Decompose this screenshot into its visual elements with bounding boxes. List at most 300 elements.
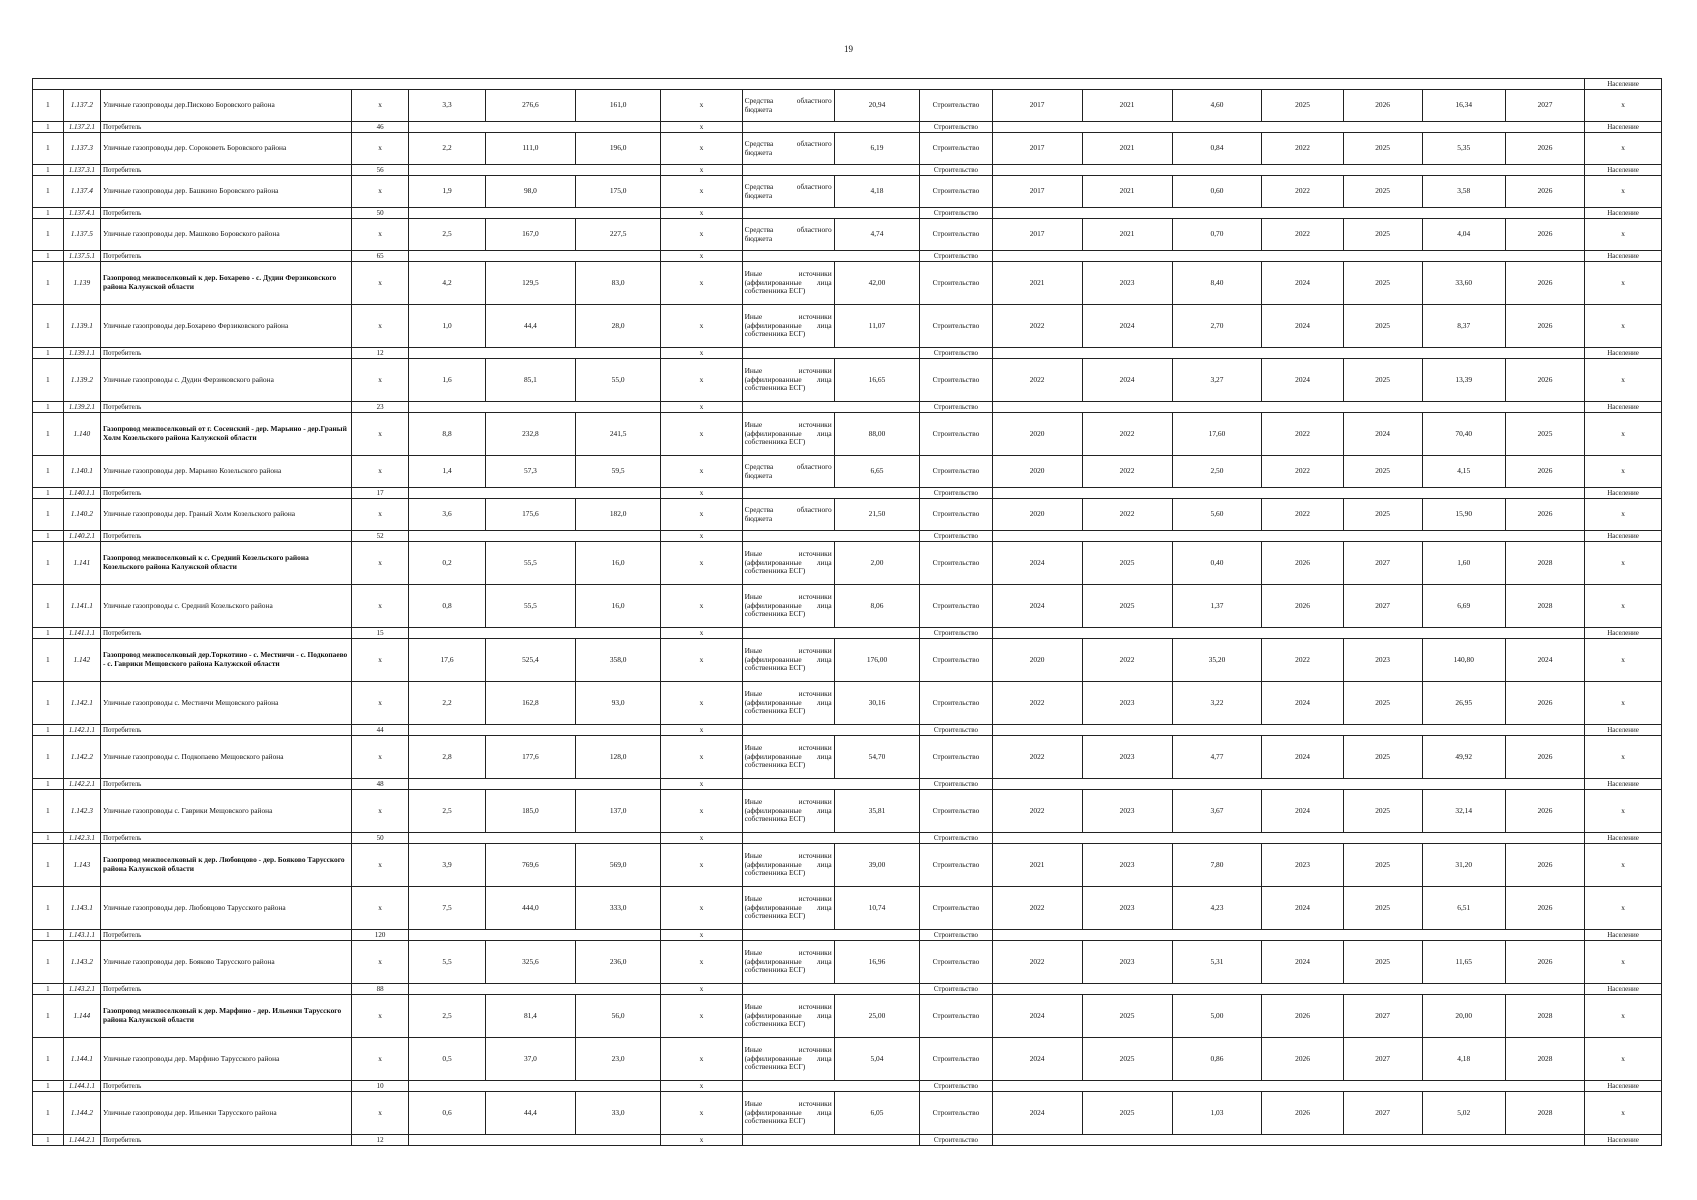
empty-cell	[742, 488, 920, 499]
amount-cell: 2,00	[834, 542, 920, 585]
value-a-cell: 85,1	[485, 359, 575, 402]
object-code-cell: 1.143.2	[63, 941, 100, 984]
population-cell: Население	[1585, 779, 1662, 790]
consumer-code-cell: 1.139.2.1	[63, 402, 100, 413]
object-code-cell: 1.144.1	[63, 1038, 100, 1081]
amount-cell: 10,74	[834, 887, 920, 930]
object-code-cell: 1.143.1	[63, 887, 100, 930]
consumer-row	[33, 122, 1662, 133]
year-end-cell: 2022	[1082, 456, 1172, 488]
value-2-cell: 140,80	[1422, 639, 1505, 682]
amount-cell: 39,00	[834, 844, 920, 887]
mark-cell: x	[1585, 941, 1662, 984]
amount-cell: 30,16	[834, 682, 920, 725]
empty-cell	[992, 208, 1584, 219]
value-a-cell: 129,5	[485, 262, 575, 305]
value-2-cell: 8,37	[1422, 305, 1505, 348]
year-end-cell: 2025	[1082, 1038, 1172, 1081]
level-cell: 1	[33, 133, 64, 165]
year-4-cell: 2025	[1343, 941, 1422, 984]
value-a-cell: 444,0	[485, 887, 575, 930]
consumer-label-cell: Потребитель	[100, 779, 351, 790]
year-3-cell: 2022	[1262, 413, 1343, 456]
mark-cell: x	[661, 133, 742, 165]
mark-cell: x	[352, 542, 409, 585]
year-end-cell: 2022	[1082, 639, 1172, 682]
stage-cell: Строительство	[920, 639, 992, 682]
mark-cell: x	[352, 844, 409, 887]
value-2-cell: 26,95	[1422, 682, 1505, 725]
table-row	[33, 887, 1662, 930]
mark-cell: x	[352, 887, 409, 930]
empty-cell	[409, 1135, 661, 1146]
mark-cell: x	[661, 790, 742, 833]
empty-cell	[409, 165, 661, 176]
gas-pipeline-table	[32, 78, 1662, 1146]
year-3-cell: 2024	[1262, 736, 1343, 779]
consumer-count-cell: 50	[352, 208, 409, 219]
length-cell: 0,2	[409, 542, 486, 585]
consumer-label-cell: Потребитель	[100, 531, 351, 542]
level-cell: 1	[33, 736, 64, 779]
mark-cell: x	[661, 456, 742, 488]
year-3-cell: 2022	[1262, 499, 1343, 531]
year-5-cell: 2026	[1505, 176, 1584, 208]
level-cell: 1	[33, 165, 64, 176]
level-cell: 1	[33, 1081, 64, 1092]
empty-cell	[992, 251, 1584, 262]
value-1-cell: 3,67	[1172, 790, 1262, 833]
consumer-code-cell: 1.142.1.1	[63, 725, 100, 736]
stage-cell: Строительство	[920, 1092, 992, 1135]
stage-cell: Строительство	[920, 133, 992, 165]
object-name-cell: Уличные газопроводы дер. Марфино Тарусского района	[100, 1038, 351, 1081]
year-5-cell: 2028	[1505, 1038, 1584, 1081]
year-end-cell: 2023	[1082, 262, 1172, 305]
year-start-cell: 2020	[992, 413, 1082, 456]
value-2-cell: 5,02	[1422, 1092, 1505, 1135]
stage-cell: Строительство	[920, 628, 992, 639]
value-b-cell: 128,0	[575, 736, 661, 779]
year-3-cell: 2023	[1262, 844, 1343, 887]
empty-cell	[742, 165, 920, 176]
consumer-code-cell: 1.141.1.1	[63, 628, 100, 639]
consumer-row	[33, 930, 1662, 941]
mark-cell: x	[661, 531, 742, 542]
mark-cell: x	[1585, 585, 1662, 628]
object-name-cell: Уличные газопроводы дер. Сороковеть Боровского района	[100, 133, 351, 165]
value-2-cell: 4,15	[1422, 456, 1505, 488]
level-cell: 1	[33, 941, 64, 984]
value-a-cell: 525,4	[485, 639, 575, 682]
consumer-label-cell: Потребитель	[100, 1081, 351, 1092]
object-name-cell: Уличные газопроводы дер. Ильенки Тарусского района	[100, 1092, 351, 1135]
empty-cell	[409, 725, 661, 736]
empty-cell	[992, 348, 1584, 359]
mark-cell: x	[661, 844, 742, 887]
year-3-cell: 2026	[1262, 1092, 1343, 1135]
table-row	[33, 736, 1662, 779]
mark-cell: x	[661, 887, 742, 930]
table-row-top-continuation	[33, 79, 1662, 90]
year-end-cell: 2021	[1082, 219, 1172, 251]
value-2-cell: 15,90	[1422, 499, 1505, 531]
mark-cell: x	[1585, 844, 1662, 887]
stage-cell: Строительство	[920, 531, 992, 542]
year-start-cell: 2024	[992, 1038, 1082, 1081]
year-start-cell: 2017	[992, 176, 1082, 208]
year-4-cell: 2025	[1343, 682, 1422, 725]
consumer-row	[33, 779, 1662, 790]
year-5-cell: 2028	[1505, 995, 1584, 1038]
funding-source-cell: Средства областного бюджета	[742, 499, 834, 531]
stage-cell: Строительство	[920, 887, 992, 930]
value-b-cell: 23,0	[575, 1038, 661, 1081]
object-code-cell: 1.140	[63, 413, 100, 456]
value-2-cell: 31,20	[1422, 844, 1505, 887]
value-b-cell: 236,0	[575, 941, 661, 984]
level-cell: 1	[33, 682, 64, 725]
year-start-cell: 2022	[992, 887, 1082, 930]
empty-cell	[409, 251, 661, 262]
value-2-cell: 13,39	[1422, 359, 1505, 402]
table-row	[33, 413, 1662, 456]
empty-cell	[742, 251, 920, 262]
level-cell: 1	[33, 208, 64, 219]
year-3-cell: 2024	[1262, 887, 1343, 930]
mark-cell: x	[661, 1135, 742, 1146]
table-row	[33, 176, 1662, 208]
mark-cell: x	[661, 305, 742, 348]
table-row	[33, 844, 1662, 887]
population-cell: Население	[1585, 930, 1662, 941]
stage-cell: Строительство	[920, 262, 992, 305]
consumer-code-cell: 1.140.2.1	[63, 531, 100, 542]
population-label: Население	[1585, 79, 1662, 90]
empty-cell	[742, 628, 920, 639]
funding-source-cell: Средства областного бюджета	[742, 90, 834, 122]
table-row	[33, 262, 1662, 305]
consumer-label-cell: Потребитель	[100, 122, 351, 133]
mark-cell: x	[1585, 176, 1662, 208]
table-row	[33, 456, 1662, 488]
consumer-count-cell: 65	[352, 251, 409, 262]
value-b-cell: 33,0	[575, 1092, 661, 1135]
value-1-cell: 1,37	[1172, 585, 1262, 628]
level-cell: 1	[33, 176, 64, 208]
year-start-cell: 2024	[992, 542, 1082, 585]
mark-cell: x	[661, 208, 742, 219]
length-cell: 17,6	[409, 639, 486, 682]
stage-cell: Строительство	[920, 122, 992, 133]
year-3-cell: 2022	[1262, 639, 1343, 682]
mark-cell: x	[352, 456, 409, 488]
amount-cell: 4,18	[834, 176, 920, 208]
year-4-cell: 2025	[1343, 359, 1422, 402]
mark-cell: x	[1585, 639, 1662, 682]
stage-cell: Строительство	[920, 984, 992, 995]
empty-cell	[742, 402, 920, 413]
amount-cell: 25,00	[834, 995, 920, 1038]
value-a-cell: 37,0	[485, 1038, 575, 1081]
year-5-cell: 2026	[1505, 133, 1584, 165]
year-4-cell: 2027	[1343, 1038, 1422, 1081]
amount-cell: 6,05	[834, 1092, 920, 1135]
table-row	[33, 585, 1662, 628]
mark-cell: x	[1585, 542, 1662, 585]
empty-cell	[992, 725, 1584, 736]
value-1-cell: 1,03	[1172, 1092, 1262, 1135]
consumer-row	[33, 208, 1662, 219]
consumer-code-cell: 1.142.3.1	[63, 833, 100, 844]
year-4-cell: 2025	[1343, 305, 1422, 348]
value-a-cell: 232,8	[485, 413, 575, 456]
value-b-cell: 59,5	[575, 456, 661, 488]
empty-cell	[742, 208, 920, 219]
mark-cell: x	[661, 736, 742, 779]
length-cell: 2,5	[409, 995, 486, 1038]
value-b-cell: 93,0	[575, 682, 661, 725]
level-cell: 1	[33, 887, 64, 930]
table-row	[33, 219, 1662, 251]
mark-cell: x	[1585, 456, 1662, 488]
empty-cell	[992, 833, 1584, 844]
empty-cell	[992, 531, 1584, 542]
level-cell: 1	[33, 833, 64, 844]
stage-cell: Строительство	[920, 1135, 992, 1146]
object-code-cell: 1.142.3	[63, 790, 100, 833]
year-4-cell: 2025	[1343, 456, 1422, 488]
population-cell: Население	[1585, 984, 1662, 995]
mark-cell: x	[661, 1092, 742, 1135]
mark-cell: x	[661, 499, 742, 531]
mark-cell: x	[661, 1081, 742, 1092]
funding-source-cell: Иные источники (аффилированные лица собственника ЕСГ)	[742, 1038, 834, 1081]
value-b-cell: 161,0	[575, 90, 661, 122]
funding-source-cell: Средства областного бюджета	[742, 456, 834, 488]
year-5-cell: 2026	[1505, 736, 1584, 779]
consumer-row	[33, 402, 1662, 413]
year-5-cell: 2028	[1505, 585, 1584, 628]
object-name-cell: Газопровод межпоселковый к дер. Любовцово - дер. Бояково Тарусского района Калужской области	[100, 844, 351, 887]
year-5-cell: 2026	[1505, 844, 1584, 887]
population-cell: Население	[1585, 1081, 1662, 1092]
value-1-cell: 8,40	[1172, 262, 1262, 305]
stage-cell: Строительство	[920, 833, 992, 844]
year-start-cell: 2022	[992, 790, 1082, 833]
funding-source-cell: Иные источники (аффилированные лица собственника ЕСГ)	[742, 413, 834, 456]
consumer-code-cell: 1.143.2.1	[63, 984, 100, 995]
mark-cell: x	[1585, 133, 1662, 165]
length-cell: 4,2	[409, 262, 486, 305]
value-1-cell: 5,00	[1172, 995, 1262, 1038]
funding-source-cell: Иные источники (аффилированные лица собственника ЕСГ)	[742, 941, 834, 984]
object-name-cell: Газопровод межпоселковый дер.Торкотино - с. Местничи - с. Подкопаево - с. Гаврики Мещовского района Калужской области	[100, 639, 351, 682]
length-cell: 5,5	[409, 941, 486, 984]
consumer-row	[33, 251, 1662, 262]
table-body	[33, 79, 1662, 1146]
value-2-cell: 4,04	[1422, 219, 1505, 251]
consumer-label-cell: Потребитель	[100, 488, 351, 499]
empty-cell	[409, 628, 661, 639]
year-3-cell: 2022	[1262, 133, 1343, 165]
year-5-cell: 2025	[1505, 413, 1584, 456]
empty-cell	[742, 1135, 920, 1146]
consumer-count-cell: 12	[352, 348, 409, 359]
year-5-cell: 2026	[1505, 790, 1584, 833]
length-cell: 2,5	[409, 790, 486, 833]
year-end-cell: 2021	[1082, 90, 1172, 122]
mark-cell: x	[661, 402, 742, 413]
object-name-cell: Газопровод межпоселковый к дер. Марфино - дер. Ильенки Тарусского района Калужской области	[100, 995, 351, 1038]
stage-cell: Строительство	[920, 456, 992, 488]
amount-cell: 16,65	[834, 359, 920, 402]
year-4-cell: 2025	[1343, 176, 1422, 208]
population-cell: Население	[1585, 628, 1662, 639]
consumer-count-cell: 46	[352, 122, 409, 133]
year-end-cell: 2021	[1082, 176, 1172, 208]
value-1-cell: 5,60	[1172, 499, 1262, 531]
year-4-cell: 2023	[1343, 639, 1422, 682]
level-cell: 1	[33, 790, 64, 833]
object-code-cell: 1.139.1	[63, 305, 100, 348]
year-3-cell: 2025	[1262, 90, 1343, 122]
level-cell: 1	[33, 348, 64, 359]
year-5-cell: 2028	[1505, 1092, 1584, 1135]
year-end-cell: 2025	[1082, 1092, 1172, 1135]
mark-cell: x	[1585, 413, 1662, 456]
funding-source-cell: Средства областного бюджета	[742, 176, 834, 208]
value-b-cell: 227,5	[575, 219, 661, 251]
mark-cell: x	[661, 984, 742, 995]
value-a-cell: 167,0	[485, 219, 575, 251]
funding-source-cell: Иные источники (аффилированные лица собственника ЕСГ)	[742, 736, 834, 779]
value-1-cell: 0,84	[1172, 133, 1262, 165]
level-cell: 1	[33, 930, 64, 941]
level-cell: 1	[33, 262, 64, 305]
mark-cell: x	[352, 90, 409, 122]
value-a-cell: 769,6	[485, 844, 575, 887]
mark-cell: x	[661, 639, 742, 682]
object-name-cell: Газопровод межпоселковый к дер. Бохарево - с. Дудин Ферзиковского района Калужской области	[100, 262, 351, 305]
amount-cell: 88,00	[834, 413, 920, 456]
object-name-cell: Уличные газопроводы с. Средний Козельского района	[100, 585, 351, 628]
value-2-cell: 6,51	[1422, 887, 1505, 930]
value-2-cell: 70,40	[1422, 413, 1505, 456]
year-start-cell: 2022	[992, 941, 1082, 984]
empty-cell	[992, 122, 1584, 133]
year-4-cell: 2027	[1343, 542, 1422, 585]
level-cell: 1	[33, 628, 64, 639]
value-b-cell: 333,0	[575, 887, 661, 930]
stage-cell: Строительство	[920, 90, 992, 122]
funding-source-cell: Иные источники (аффилированные лица собственника ЕСГ)	[742, 359, 834, 402]
value-a-cell: 276,6	[485, 90, 575, 122]
year-3-cell: 2024	[1262, 790, 1343, 833]
consumer-code-cell: 1.137.5.1	[63, 251, 100, 262]
consumer-label-cell: Потребитель	[100, 1135, 351, 1146]
amount-cell: 20,94	[834, 90, 920, 122]
population-cell: Население	[1585, 122, 1662, 133]
consumer-count-cell: 15	[352, 628, 409, 639]
consumer-code-cell: 1.140.1.1	[63, 488, 100, 499]
table-row	[33, 305, 1662, 348]
mark-cell: x	[352, 219, 409, 251]
table-row	[33, 790, 1662, 833]
funding-source-cell: Иные источники (аффилированные лица собственника ЕСГ)	[742, 1092, 834, 1135]
consumer-count-cell: 12	[352, 1135, 409, 1146]
stage-cell: Строительство	[920, 413, 992, 456]
value-a-cell: 162,8	[485, 682, 575, 725]
level-cell: 1	[33, 995, 64, 1038]
amount-cell: 42,00	[834, 262, 920, 305]
consumer-code-cell: 1.137.4.1	[63, 208, 100, 219]
value-a-cell: 111,0	[485, 133, 575, 165]
year-3-cell: 2022	[1262, 176, 1343, 208]
mark-cell: x	[352, 305, 409, 348]
mark-cell: x	[661, 585, 742, 628]
value-b-cell: 56,0	[575, 995, 661, 1038]
stage-cell: Строительство	[920, 348, 992, 359]
value-1-cell: 0,40	[1172, 542, 1262, 585]
empty-cell	[409, 488, 661, 499]
level-cell: 1	[33, 542, 64, 585]
year-3-cell: 2026	[1262, 1038, 1343, 1081]
consumer-label-cell: Потребитель	[100, 930, 351, 941]
consumer-label-cell: Потребитель	[100, 348, 351, 359]
value-2-cell: 4,18	[1422, 1038, 1505, 1081]
amount-cell: 16,96	[834, 941, 920, 984]
object-name-cell: Уличные газопроводы дер. Машково Боровского района	[100, 219, 351, 251]
mark-cell: x	[352, 133, 409, 165]
mark-cell: x	[352, 1092, 409, 1135]
mark-cell: x	[352, 639, 409, 682]
value-a-cell: 177,6	[485, 736, 575, 779]
funding-source-cell: Иные источники (аффилированные лица собственника ЕСГ)	[742, 262, 834, 305]
population-cell: Население	[1585, 165, 1662, 176]
value-a-cell: 185,0	[485, 790, 575, 833]
object-code-cell: 1.142	[63, 639, 100, 682]
population-cell: Население	[1585, 348, 1662, 359]
length-cell: 2,2	[409, 682, 486, 725]
mark-cell: x	[1585, 1038, 1662, 1081]
year-3-cell: 2022	[1262, 456, 1343, 488]
value-2-cell: 33,60	[1422, 262, 1505, 305]
empty-cell	[742, 984, 920, 995]
funding-source-cell: Иные источники (аффилированные лица собственника ЕСГ)	[742, 995, 834, 1038]
mark-cell: x	[661, 359, 742, 402]
mark-cell: x	[1585, 499, 1662, 531]
population-cell: Население	[1585, 725, 1662, 736]
amount-cell: 5,04	[834, 1038, 920, 1081]
length-cell: 3,9	[409, 844, 486, 887]
value-b-cell: 83,0	[575, 262, 661, 305]
level-cell: 1	[33, 844, 64, 887]
value-a-cell: 57,3	[485, 456, 575, 488]
object-name-cell: Уличные газопроводы дер. Бояково Тарусского района	[100, 941, 351, 984]
consumer-code-cell: 1.137.3.1	[63, 165, 100, 176]
level-cell: 1	[33, 251, 64, 262]
object-name-cell: Газопровод межпоселковый к с. Средний Козельского района Козельского района Калужской области	[100, 542, 351, 585]
stage-cell: Строительство	[920, 208, 992, 219]
mark-cell: x	[661, 251, 742, 262]
year-5-cell: 2026	[1505, 887, 1584, 930]
consumer-label-cell: Потребитель	[100, 251, 351, 262]
year-4-cell: 2025	[1343, 736, 1422, 779]
empty-cell	[409, 531, 661, 542]
object-code-cell: 1.137.2	[63, 90, 100, 122]
stage-cell: Строительство	[920, 736, 992, 779]
